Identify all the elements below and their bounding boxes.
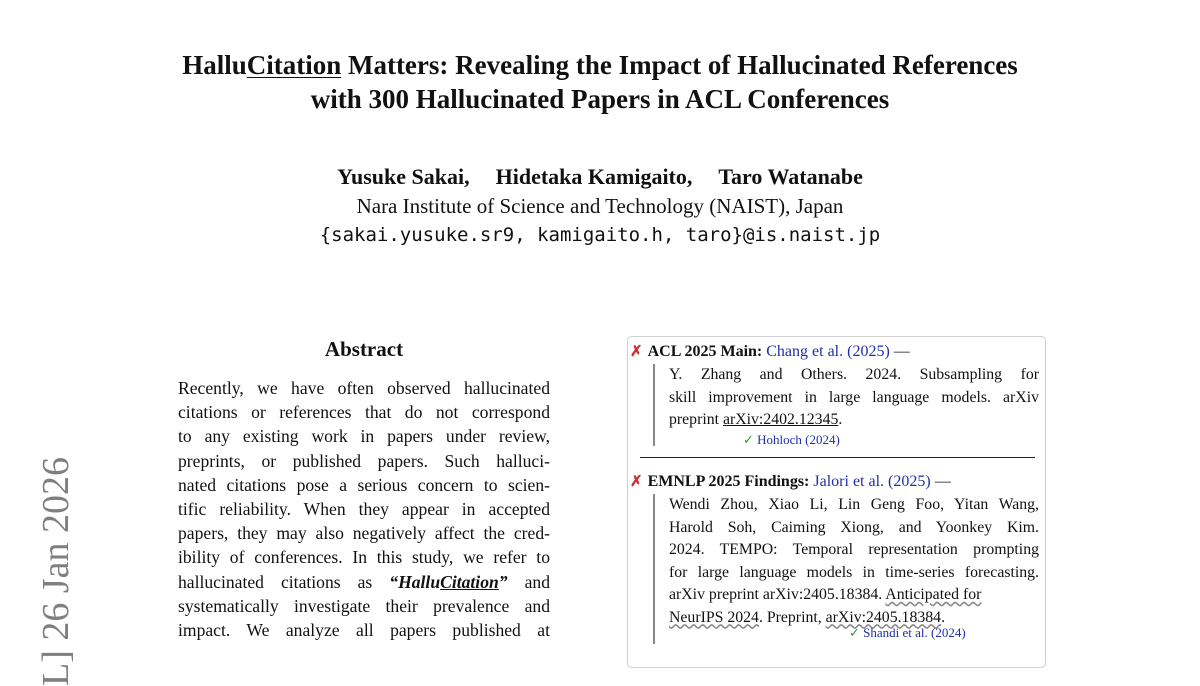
abstract-line: hallucinated citations as “HalluCitation” and	[178, 571, 550, 592]
hallucinated-reference	[653, 494, 1039, 644]
example-header: ✗ ACL 2025 Main: Chang et al. (2025) —	[630, 343, 910, 360]
citation-link[interactable]: Jalori et al.	[813, 473, 885, 490]
reference-line: 2024. TEMPO: Temporal representation prompting	[669, 541, 1039, 558]
reference-line: arXiv preprint arXiv:2405.18384. Anticipated for	[669, 586, 982, 603]
abstract-line: preprints, or published papers. Such halluci-	[178, 450, 550, 471]
reference-line: preprint arXiv:2402.12345.	[669, 411, 843, 428]
abstract-heading: Abstract	[324, 337, 404, 361]
author-emails: {sakai.yusuke.sr9, kamigaito.h, taro}@is.naist.jp	[319, 224, 881, 246]
check-icon: ✓	[743, 431, 754, 447]
title-line-2: with 300 Hallucinated Papers in ACL Conferences	[310, 84, 890, 114]
reference-line: for large language models in time-series forecasting.	[669, 563, 1039, 581]
citation-link[interactable]: Chang et al.	[766, 343, 844, 360]
venue-label: EMNLP 2025 Findings:	[647, 473, 810, 490]
abstract-line: ibility of conferences. In this study, we refer to	[178, 547, 550, 568]
flagged-arxiv-id: arXiv:2405.18384	[825, 608, 942, 626]
verified-citation-link[interactable]: Hohloch (2024)	[757, 431, 840, 447]
abstract-line: papers, they may also negatively affect the cred-	[178, 523, 550, 544]
abstract-line: to any existing work in papers under review,	[178, 426, 550, 447]
title-underlined-word: Citation	[246, 50, 342, 80]
abstract-line: systematically investigate their prevalence and	[178, 595, 550, 616]
verified-citation-link[interactable]: Shandi et al. (2024)	[863, 625, 966, 640]
paper-title	[0, 48, 1200, 116]
reference-line: Y. Zhang and Others. 2024. Subsampling for	[669, 366, 1039, 383]
verified-source	[669, 432, 1039, 448]
check-icon: ✓	[849, 625, 860, 640]
arxiv-id: arXiv:2402.12345	[722, 411, 839, 428]
cross-icon: ✗	[630, 474, 643, 490]
reference-line: Harold Soh, Caiming Xiong, and Yoonkey Kim.	[669, 518, 1039, 536]
author-2: Hidetaka Kamigaito,	[495, 164, 693, 189]
abstract-line: citations or references that do not correspond	[178, 402, 550, 423]
reference-line: skill improvement in large language models. arXiv	[669, 388, 1039, 406]
example-header: ✗ EMNLP 2025 Findings: Jalori et al. (2025) —	[630, 473, 951, 490]
example-entry-emnlp	[630, 472, 951, 492]
flagged-text: Anticipated for	[885, 586, 982, 603]
example-divider	[640, 457, 1035, 458]
citation-year-link[interactable]: (2025)	[888, 473, 931, 490]
author-list	[0, 163, 1200, 191]
abstract-body	[178, 376, 550, 642]
author-1: Yusuke Sakai,	[337, 164, 470, 189]
cross-icon: ✗	[630, 344, 643, 360]
abstract-line: tific reliability. When they appear in accepted	[178, 498, 550, 519]
abstract-line: nated citations pose a serious concern to scien-	[178, 474, 550, 495]
reference-line: NeurIPS 2024. Preprint, arXiv:2405.18384.	[669, 608, 946, 626]
venue-label: ACL 2025 Main:	[647, 343, 763, 360]
hallucinated-reference	[653, 364, 1039, 446]
reference-line: Wendi Zhou, Xiao Li, Lin Geng Foo, Yitan Wang,	[669, 496, 1039, 513]
affiliation: Nara Institute of Science and Technology (NAIST), Japan	[356, 194, 844, 218]
hallucitation-term: “HalluCitation”	[389, 571, 508, 592]
author-3: Taro Watanabe	[718, 164, 863, 189]
citation-year-link[interactable]: (2025)	[847, 343, 890, 360]
flagged-text: NeurIPS 2024	[669, 608, 759, 626]
arxiv-side-stamp: L] 26 Jan 2026	[35, 456, 77, 686]
abstract-line: Recently, we have often observed hallucinated	[178, 378, 550, 398]
example-entry-acl	[630, 342, 910, 362]
title-line-1: HalluCitation Matters: Revealing the Impact of Hallucinated References	[182, 50, 1018, 80]
abstract-line: impact. We analyze all papers published at	[178, 619, 550, 640]
